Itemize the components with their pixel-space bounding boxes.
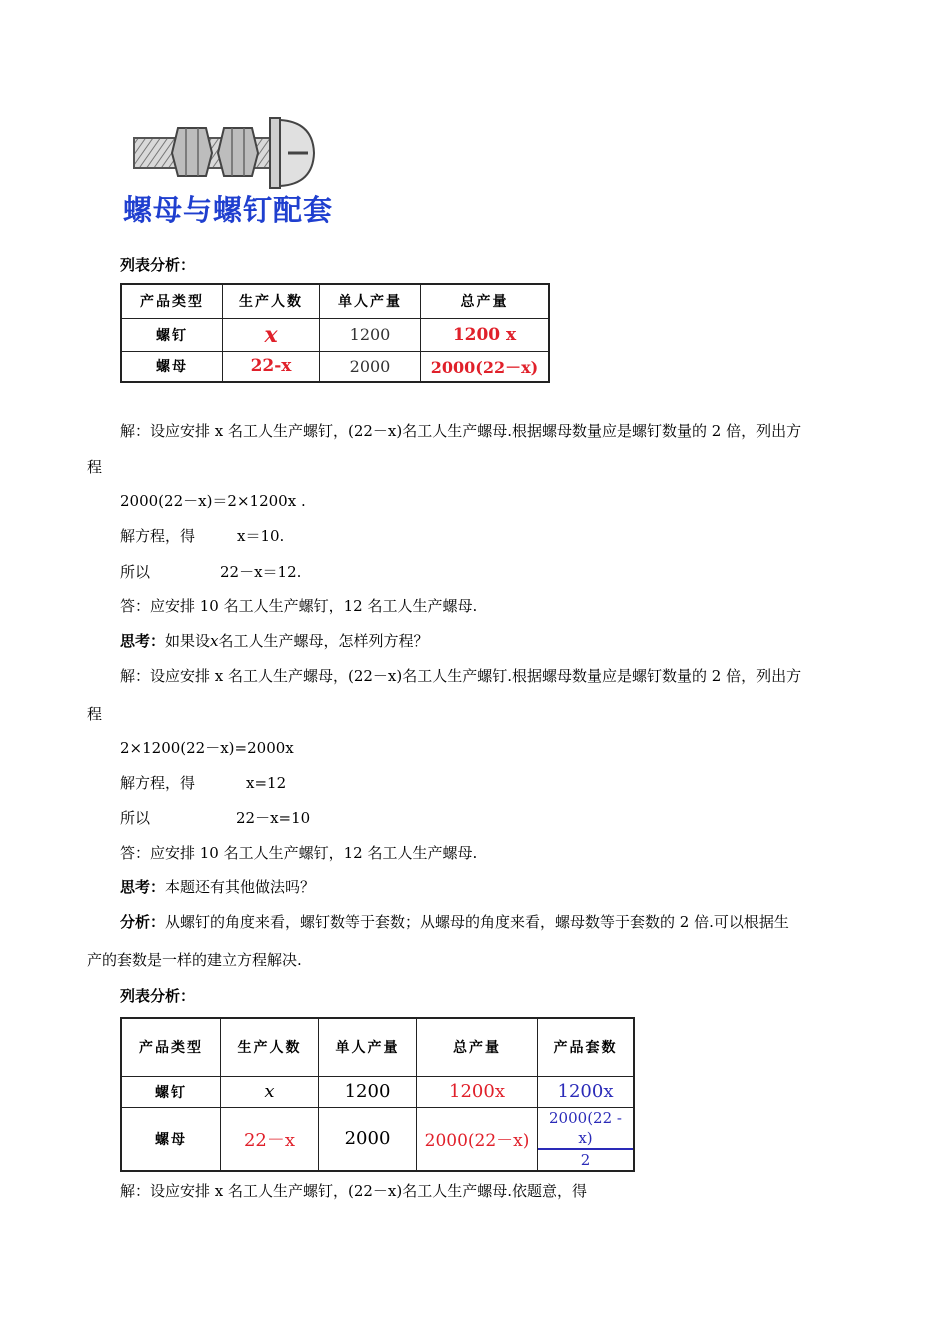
think1-label: 思考： <box>120 632 166 650</box>
fraction-denominator: 2 <box>580 1150 591 1169</box>
answer-2: 答：应安排 10 名工人生产螺钉，12 名工人生产螺母. <box>120 844 478 862</box>
bolt-nut-icon <box>128 110 328 190</box>
solve2-label: 解方程，得 <box>120 774 196 792</box>
fraction-numerator: 2000(22 - x) <box>538 1108 633 1150</box>
think-1 <box>120 631 429 651</box>
table2-header: 生产人数 <box>221 1018 319 1076</box>
analysis-label: 分析： <box>120 913 166 931</box>
solution2-line1: 解：设应安排 x 名工人生产螺母，(22－x)名工人生产螺钉.根据螺母数量应是螺钉数量的 2 倍，列出方 <box>120 667 802 685</box>
fraction <box>538 1108 633 1170</box>
solution2-line2: 程 <box>87 705 103 723</box>
table2-caption: 列表分析： <box>120 987 196 1005</box>
table1-header: 产品类型 <box>121 284 223 318</box>
table1-header: 生产人数 <box>223 284 320 318</box>
solve1-value: x＝10. <box>237 527 285 545</box>
analysis-line2: 产的套数是一样的建立方程解决. <box>87 951 302 969</box>
answer-1: 答：应安排 10 名工人生产螺钉，12 名工人生产螺母. <box>120 597 478 615</box>
solution3-line1: 解：设应安排 x 名工人生产螺钉，(22－x)名工人生产螺母.依题意，得 <box>120 1182 588 1200</box>
table2-header: 产品套数 <box>538 1018 635 1076</box>
analysis-table-2 <box>120 1017 635 1172</box>
solution1-line1: 解：设应安排 x 名工人生产螺钉，(22－x)名工人生产螺母.根据螺母数量应是螺钉数量的 2 倍，列出方 <box>120 422 802 440</box>
think2-text: 本题还有其他做法吗？ <box>165 878 316 896</box>
table2-cell: x <box>221 1076 319 1107</box>
table2-cell: 22－x <box>221 1107 319 1171</box>
table1-cell: 1200 <box>320 318 421 351</box>
so2-label: 所以 <box>120 809 151 827</box>
equation-2: 2×1200(22－x)=2000x <box>120 739 294 757</box>
table1-cell: 2000(22－x) <box>421 351 550 382</box>
solution1-line2: 程 <box>87 458 103 476</box>
analysis-text: 从螺钉的角度来看，螺钉数等于套数；从螺母的角度来看，螺母数等于套数的 2 倍.可以根据生 <box>165 913 789 931</box>
so2-value: 22－x=10 <box>236 809 311 827</box>
table2-cell: 螺钉 <box>121 1076 221 1107</box>
think1-pre: 如果设 <box>165 632 211 650</box>
table2-header: 产品类型 <box>121 1018 221 1076</box>
so1-value: 22－x＝12. <box>220 563 302 581</box>
table2-cell: 1200x <box>417 1076 538 1107</box>
table1-cell: x <box>223 318 320 351</box>
table2-header: 总产量 <box>417 1018 538 1076</box>
table1-cell: 1200 x <box>421 318 550 351</box>
bolt-nut-illustration <box>128 110 328 190</box>
so1-label: 所以 <box>120 563 151 581</box>
table2-cell: 1200 <box>319 1076 417 1107</box>
table2-cell: 2000 <box>319 1107 417 1171</box>
table1-cell: 2000 <box>320 351 421 382</box>
table1-header: 总产量 <box>421 284 550 318</box>
think1-post: 名工人生产螺母，怎样列方程？ <box>218 632 429 650</box>
think2-label: 思考： <box>120 878 166 896</box>
equation-1: 2000(22－x)＝2×1200x . <box>120 492 306 510</box>
analysis-line1 <box>120 912 789 932</box>
table1-header: 单人产量 <box>320 284 421 318</box>
table2-header: 单人产量 <box>319 1018 417 1076</box>
analysis-table-1 <box>120 283 550 383</box>
table2-cell: 2000(22－x) <box>417 1107 538 1171</box>
table1-cell: 螺钉 <box>121 318 223 351</box>
think1-var: x <box>210 632 219 650</box>
table1-cell: 22-x <box>223 351 320 382</box>
table2-cell: 1200x <box>538 1076 635 1107</box>
table2-cell: 螺母 <box>121 1107 221 1171</box>
table2-fraction-cell <box>538 1107 635 1171</box>
banner-title: 螺母与螺钉配套 <box>123 193 334 227</box>
solve1-label: 解方程，得 <box>120 527 196 545</box>
solve2-value: x=12 <box>246 774 287 792</box>
table1-caption: 列表分析： <box>120 256 196 274</box>
think-2 <box>120 877 315 897</box>
table1-cell: 螺母 <box>121 351 223 382</box>
